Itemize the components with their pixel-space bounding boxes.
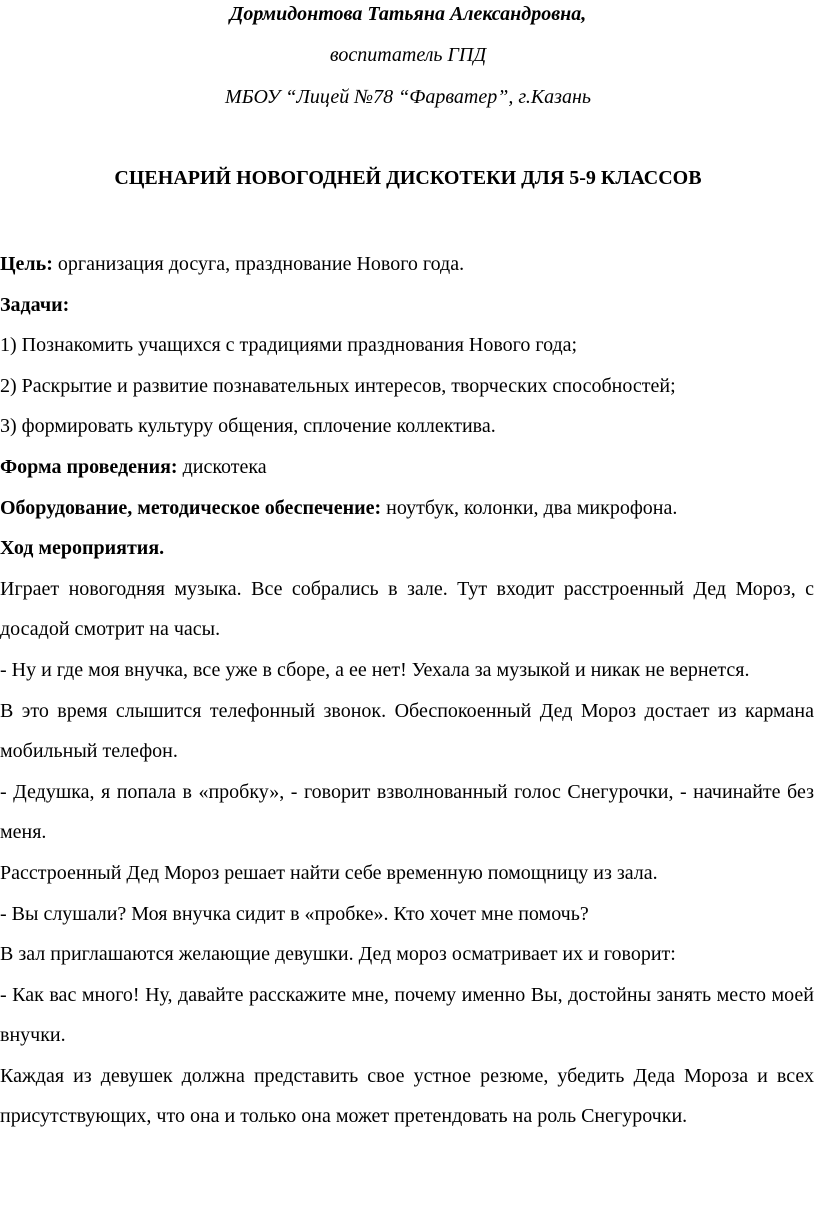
paragraph: В это время слышится телефонный звонок. Обеспокоенный Дед Мороз достает из кармана мобильный телефон.	[0, 699, 814, 763]
task-item: 3) формировать культуру общения, сплочение коллектива.	[0, 415, 496, 438]
form-text: дискотека	[177, 455, 267, 478]
paragraph: - Ну и где моя внучка, все уже в сборе, а ее нет! Уехала за музыкой и никак не вернется.	[0, 658, 750, 681]
author-position: воспитатель ГПД	[329, 44, 487, 66]
task-item: 2) Раскрытие и развитие познавательных интересов, творческих способностей;	[0, 374, 676, 397]
paragraph: Расстроенный Дед Мороз решает найти себе временную помощницу из зала.	[0, 861, 658, 884]
task-item: 1) Познакомить учащихся с традициями празднования Нового года;	[0, 334, 578, 357]
goal-label: Цель:	[0, 253, 53, 275]
paragraph: Играет новогодняя музыка. Все собрались в зале. Тут входит расстроенный Дед Мороз, с досадой смотрит на часы.	[0, 577, 814, 641]
equipment-text: ноутбук, колонки, два микрофона.	[381, 496, 678, 519]
form-line	[0, 447, 814, 488]
author-name: Дормидонтова Татьяна Александровна,	[229, 3, 587, 25]
tasks-label: Задачи:	[0, 293, 70, 316]
goal-line	[0, 244, 814, 285]
document-body	[0, 244, 814, 1137]
paragraph: - Дедушка, я попала в «пробку», - говорит взволнованный голос Снегурочки, - начинайте без меня.	[0, 780, 814, 844]
equipment-line	[0, 488, 814, 529]
course-label: Ход мероприятия.	[0, 537, 165, 560]
paragraph: - Вы слушали? Моя внучка сидит в «пробке». Кто хочет мне помочь?	[0, 902, 589, 925]
paragraph: - Как вас много! Ну, давайте расскажите мне, почему именно Вы, достойны занять место моей внучки.	[0, 983, 814, 1047]
paragraph: В зал приглашаются желающие девушки. Дед мороз осматривает их и говорит:	[0, 943, 676, 966]
equipment-label: Оборудование, методическое обеспечение:	[0, 496, 382, 519]
school-name: МБОУ “Лицей №78 “Фарватер”, г.Казань	[225, 86, 591, 108]
course-heading	[0, 528, 814, 569]
paragraph: Каждая из девушек должна представить свое устное резюме, убедить Деда Мороза и всех присутствующих, что она и только она может претендовать на роль Снегурочки.	[0, 1064, 814, 1128]
document-title: СЦЕНАРИЙ НОВОГОДНЕЙ ДИСКОТЕКИ ДЛЯ 5-9 КЛАССОВ	[114, 167, 702, 189]
tasks-heading	[0, 285, 814, 326]
goal-text: организация досуга, празднование Нового года.	[52, 253, 465, 275]
form-label: Форма проведения:	[0, 455, 178, 478]
